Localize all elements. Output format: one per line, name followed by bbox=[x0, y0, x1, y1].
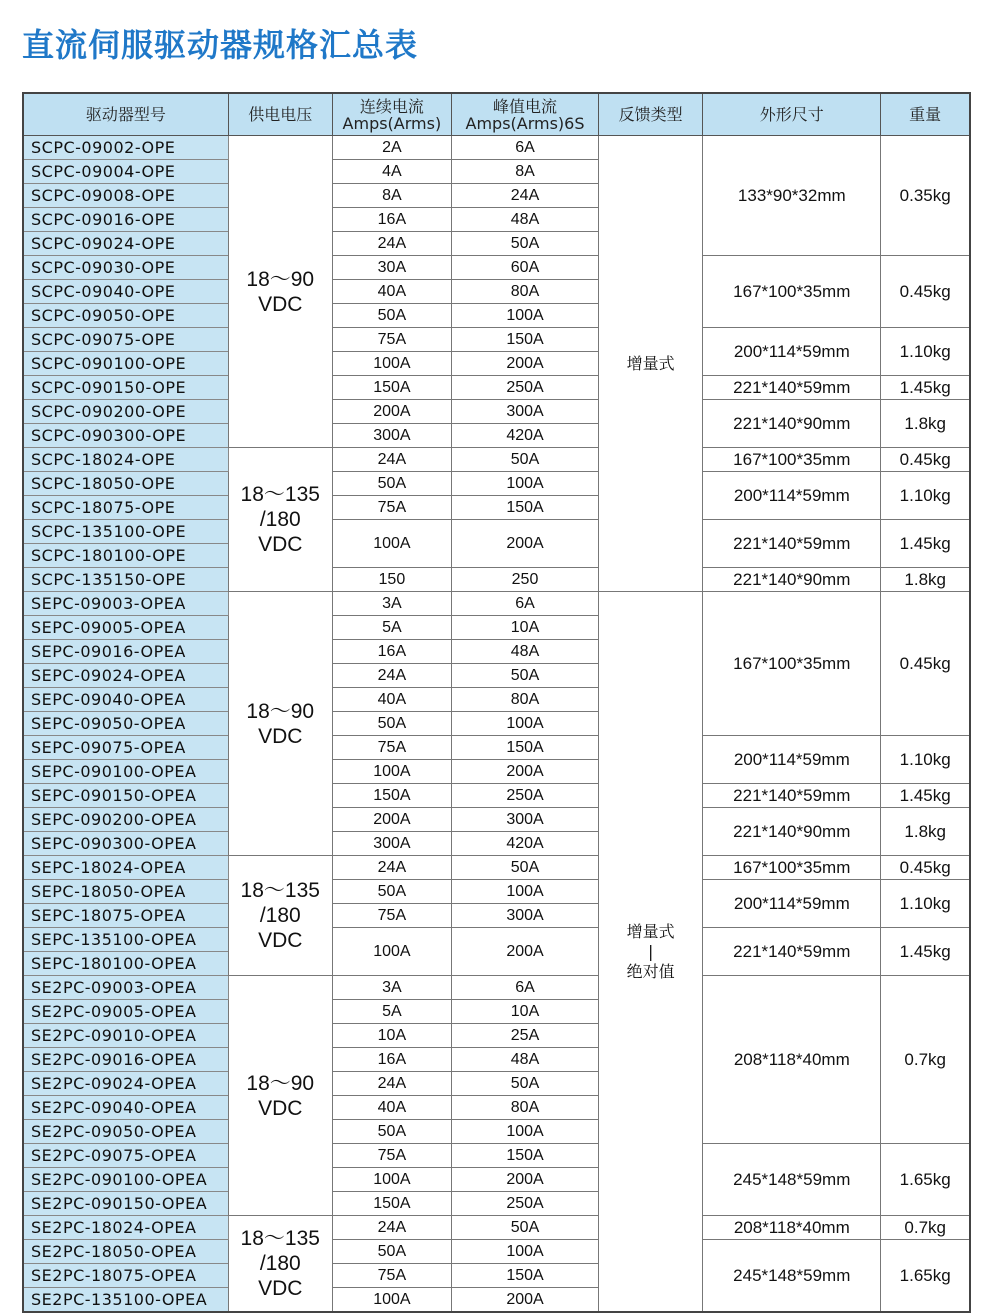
continuous-current-cell: 100A bbox=[332, 1168, 451, 1192]
peak-current-cell: 80A bbox=[451, 1096, 598, 1120]
continuous-current-cell: 50A bbox=[332, 1120, 451, 1144]
continuous-current-cell: 24A bbox=[332, 448, 451, 472]
model-cell: SE2PC-135100-OPEA bbox=[23, 1288, 228, 1313]
model-cell: SEPC-090200-OPEA bbox=[23, 808, 228, 832]
model-cell: SCPC-09016-OPE bbox=[23, 208, 228, 232]
peak-current-cell: 48A bbox=[451, 640, 598, 664]
table-row bbox=[23, 808, 970, 832]
header-peak-current bbox=[451, 93, 598, 136]
model-cell: SCPC-135150-OPE bbox=[23, 568, 228, 592]
model-cell: SE2PC-09005-OPEA bbox=[23, 1000, 228, 1024]
peak-current-cell: 250A bbox=[451, 784, 598, 808]
spec-body bbox=[23, 136, 970, 1313]
model-cell: SEPC-090100-OPEA bbox=[23, 760, 228, 784]
model-cell: SCPC-09030-OPE bbox=[23, 256, 228, 280]
continuous-current-cell: 4A bbox=[332, 160, 451, 184]
continuous-current-cell: 5A bbox=[332, 1000, 451, 1024]
continuous-current-cell: 50A bbox=[332, 472, 451, 496]
table-row bbox=[23, 520, 970, 544]
peak-current-cell: 250 bbox=[451, 568, 598, 592]
continuous-current-cell: 16A bbox=[332, 1048, 451, 1072]
weight-cell: 1.45kg bbox=[881, 520, 970, 568]
peak-current-cell: 420A bbox=[451, 424, 598, 448]
peak-current-cell: 100A bbox=[451, 304, 598, 328]
header-continuous-current bbox=[332, 93, 451, 136]
dims-cell: 221*140*90mm bbox=[703, 400, 881, 448]
continuous-current-cell: 100A bbox=[332, 520, 451, 568]
model-cell: SEPC-090150-OPEA bbox=[23, 784, 228, 808]
continuous-current-cell: 300A bbox=[332, 832, 451, 856]
weight-cell: 1.65kg bbox=[881, 1144, 970, 1216]
dims-cell: 221*140*90mm bbox=[703, 808, 881, 856]
dims-cell: 200*114*59mm bbox=[703, 880, 881, 928]
peak-current-cell: 50A bbox=[451, 1216, 598, 1240]
feedback-cell: 增量式 bbox=[599, 136, 703, 592]
model-cell: SEPC-135100-OPEA bbox=[23, 928, 228, 952]
model-cell: SEPC-18024-OPEA bbox=[23, 856, 228, 880]
dims-cell: 245*148*59mm bbox=[703, 1144, 881, 1216]
table-row bbox=[23, 736, 970, 760]
model-cell: SE2PC-18024-OPEA bbox=[23, 1216, 228, 1240]
header-peak-line1: 峰值电流 bbox=[493, 96, 558, 116]
weight-cell: 1.45kg bbox=[881, 376, 970, 400]
model-cell: SE2PC-09016-OPEA bbox=[23, 1048, 228, 1072]
model-cell: SE2PC-09010-OPEA bbox=[23, 1024, 228, 1048]
dims-cell: 200*114*59mm bbox=[703, 736, 881, 784]
model-cell: SCPC-180100-OPE bbox=[23, 544, 228, 568]
continuous-current-cell: 16A bbox=[332, 640, 451, 664]
peak-current-cell: 150A bbox=[451, 328, 598, 352]
peak-current-cell: 300A bbox=[451, 400, 598, 424]
voltage-cell: 18～135 /180 VDC bbox=[228, 448, 332, 592]
continuous-current-cell: 8A bbox=[332, 184, 451, 208]
model-cell: SCPC-09004-OPE bbox=[23, 160, 228, 184]
header-feedback: 反馈类型 bbox=[599, 93, 703, 136]
weight-cell: 1.10kg bbox=[881, 880, 970, 928]
peak-current-cell: 48A bbox=[451, 1048, 598, 1072]
table-row bbox=[23, 472, 970, 496]
model-cell: SEPC-09016-OPEA bbox=[23, 640, 228, 664]
continuous-current-cell: 24A bbox=[332, 856, 451, 880]
peak-current-cell: 150A bbox=[451, 1264, 598, 1288]
peak-current-cell: 100A bbox=[451, 880, 598, 904]
weight-cell: 0.45kg bbox=[881, 448, 970, 472]
peak-current-cell: 100A bbox=[451, 472, 598, 496]
peak-current-cell: 10A bbox=[451, 616, 598, 640]
model-cell: SE2PC-18050-OPEA bbox=[23, 1240, 228, 1264]
peak-current-cell: 50A bbox=[451, 664, 598, 688]
model-cell: SEPC-09040-OPEA bbox=[23, 688, 228, 712]
continuous-current-cell: 24A bbox=[332, 1216, 451, 1240]
peak-current-cell: 6A bbox=[451, 136, 598, 160]
weight-cell: 0.7kg bbox=[881, 976, 970, 1144]
header-dims: 外形尺寸 bbox=[703, 93, 881, 136]
model-cell: SEPC-09075-OPEA bbox=[23, 736, 228, 760]
header-voltage: 供电电压 bbox=[228, 93, 332, 136]
model-cell: SE2PC-09024-OPEA bbox=[23, 1072, 228, 1096]
model-cell: SE2PC-09040-OPEA bbox=[23, 1096, 228, 1120]
header-model: 驱动器型号 bbox=[23, 93, 228, 136]
continuous-current-cell: 100A bbox=[332, 352, 451, 376]
continuous-current-cell: 24A bbox=[332, 1072, 451, 1096]
spec-table bbox=[22, 92, 971, 1313]
dims-cell: 167*100*35mm bbox=[703, 592, 881, 736]
model-cell: SE2PC-09075-OPEA bbox=[23, 1144, 228, 1168]
header-row bbox=[23, 93, 970, 136]
table-row bbox=[23, 400, 970, 424]
peak-current-cell: 150A bbox=[451, 1144, 598, 1168]
continuous-current-cell: 24A bbox=[332, 664, 451, 688]
peak-current-cell: 300A bbox=[451, 808, 598, 832]
table-row bbox=[23, 1216, 970, 1240]
weight-cell: 0.45kg bbox=[881, 592, 970, 736]
dims-cell: 208*118*40mm bbox=[703, 976, 881, 1144]
weight-cell: 1.65kg bbox=[881, 1240, 970, 1313]
model-cell: SEPC-09050-OPEA bbox=[23, 712, 228, 736]
peak-current-cell: 8A bbox=[451, 160, 598, 184]
model-cell: SE2PC-09003-OPEA bbox=[23, 976, 228, 1000]
table-row bbox=[23, 928, 970, 952]
peak-current-cell: 80A bbox=[451, 280, 598, 304]
continuous-current-cell: 150A bbox=[332, 784, 451, 808]
model-cell: SEPC-09003-OPEA bbox=[23, 592, 228, 616]
table-row bbox=[23, 136, 970, 160]
peak-current-cell: 200A bbox=[451, 760, 598, 784]
model-cell: SCPC-09040-OPE bbox=[23, 280, 228, 304]
model-cell: SEPC-18075-OPEA bbox=[23, 904, 228, 928]
continuous-current-cell: 75A bbox=[332, 496, 451, 520]
peak-current-cell: 250A bbox=[451, 1192, 598, 1216]
model-cell: SCPC-135100-OPE bbox=[23, 520, 228, 544]
model-cell: SCPC-09050-OPE bbox=[23, 304, 228, 328]
table-row bbox=[23, 1240, 970, 1264]
peak-current-cell: 250A bbox=[451, 376, 598, 400]
feedback-cell: 增量式 | 绝对值 bbox=[599, 592, 703, 1313]
model-cell: SCPC-09008-OPE bbox=[23, 184, 228, 208]
model-cell: SCPC-090150-OPE bbox=[23, 376, 228, 400]
continuous-current-cell: 50A bbox=[332, 304, 451, 328]
weight-cell: 0.45kg bbox=[881, 856, 970, 880]
continuous-current-cell: 200A bbox=[332, 808, 451, 832]
weight-cell: 0.45kg bbox=[881, 256, 970, 328]
header-weight: 重量 bbox=[881, 93, 970, 136]
continuous-current-cell: 40A bbox=[332, 280, 451, 304]
weight-cell: 1.45kg bbox=[881, 784, 970, 808]
model-cell: SE2PC-18075-OPEA bbox=[23, 1264, 228, 1288]
peak-current-cell: 50A bbox=[451, 856, 598, 880]
model-cell: SE2PC-09050-OPEA bbox=[23, 1120, 228, 1144]
model-cell: SCPC-18075-OPE bbox=[23, 496, 228, 520]
table-row bbox=[23, 448, 970, 472]
table-row bbox=[23, 568, 970, 592]
dims-cell: 245*148*59mm bbox=[703, 1240, 881, 1313]
weight-cell: 1.10kg bbox=[881, 736, 970, 784]
peak-current-cell: 420A bbox=[451, 832, 598, 856]
model-cell: SCPC-09002-OPE bbox=[23, 136, 228, 160]
peak-current-cell: 50A bbox=[451, 448, 598, 472]
voltage-cell: 18～90 VDC bbox=[228, 976, 332, 1216]
continuous-current-cell: 10A bbox=[332, 1024, 451, 1048]
continuous-current-cell: 100A bbox=[332, 928, 451, 976]
continuous-current-cell: 300A bbox=[332, 424, 451, 448]
weight-cell: 1.8kg bbox=[881, 808, 970, 856]
dims-cell: 208*118*40mm bbox=[703, 1216, 881, 1240]
continuous-current-cell: 150A bbox=[332, 376, 451, 400]
continuous-current-cell: 3A bbox=[332, 976, 451, 1000]
model-cell: SEPC-180100-OPEA bbox=[23, 952, 228, 976]
table-row bbox=[23, 376, 970, 400]
voltage-cell: 18～135 /180 VDC bbox=[228, 1216, 332, 1313]
header-continuous-line2: Amps(Arms) bbox=[342, 113, 442, 133]
continuous-current-cell: 50A bbox=[332, 880, 451, 904]
model-cell: SEPC-090300-OPEA bbox=[23, 832, 228, 856]
dims-cell: 167*100*35mm bbox=[703, 856, 881, 880]
voltage-cell: 18～90 VDC bbox=[228, 592, 332, 856]
continuous-current-cell: 75A bbox=[332, 1144, 451, 1168]
peak-current-cell: 100A bbox=[451, 1240, 598, 1264]
dims-cell: 200*114*59mm bbox=[703, 472, 881, 520]
continuous-current-cell: 40A bbox=[332, 1096, 451, 1120]
model-cell: SCPC-09075-OPE bbox=[23, 328, 228, 352]
dims-cell: 221*140*59mm bbox=[703, 376, 881, 400]
weight-cell: 1.10kg bbox=[881, 472, 970, 520]
continuous-current-cell: 75A bbox=[332, 904, 451, 928]
continuous-current-cell: 24A bbox=[332, 232, 451, 256]
peak-current-cell: 150A bbox=[451, 496, 598, 520]
peak-current-cell: 60A bbox=[451, 256, 598, 280]
table-row bbox=[23, 592, 970, 616]
model-cell: SEPC-09024-OPEA bbox=[23, 664, 228, 688]
peak-current-cell: 200A bbox=[451, 352, 598, 376]
peak-current-cell: 200A bbox=[451, 928, 598, 976]
model-cell: SCPC-09024-OPE bbox=[23, 232, 228, 256]
dims-cell: 221*140*59mm bbox=[703, 784, 881, 808]
model-cell: SCPC-090300-OPE bbox=[23, 424, 228, 448]
dims-cell: 167*100*35mm bbox=[703, 256, 881, 328]
dims-cell: 133*90*32mm bbox=[703, 136, 881, 256]
continuous-current-cell: 200A bbox=[332, 400, 451, 424]
voltage-cell: 18～90 VDC bbox=[228, 136, 332, 448]
weight-cell: 0.35kg bbox=[881, 136, 970, 256]
page-title: 直流伺服驱动器规格汇总表 bbox=[22, 26, 419, 64]
continuous-current-cell: 100A bbox=[332, 1288, 451, 1313]
continuous-current-cell: 50A bbox=[332, 712, 451, 736]
continuous-current-cell: 150 bbox=[332, 568, 451, 592]
peak-current-cell: 200A bbox=[451, 1168, 598, 1192]
weight-cell: 1.10kg bbox=[881, 328, 970, 376]
peak-current-cell: 10A bbox=[451, 1000, 598, 1024]
peak-current-cell: 200A bbox=[451, 520, 598, 568]
model-cell: SEPC-18050-OPEA bbox=[23, 880, 228, 904]
model-cell: SCPC-18024-OPE bbox=[23, 448, 228, 472]
weight-cell: 1.45kg bbox=[881, 928, 970, 976]
model-cell: SCPC-18050-OPE bbox=[23, 472, 228, 496]
peak-current-cell: 50A bbox=[451, 232, 598, 256]
weight-cell: 0.7kg bbox=[881, 1216, 970, 1240]
table-row bbox=[23, 784, 970, 808]
peak-current-cell: 24A bbox=[451, 184, 598, 208]
continuous-current-cell: 75A bbox=[332, 328, 451, 352]
continuous-current-cell: 100A bbox=[332, 760, 451, 784]
weight-cell: 1.8kg bbox=[881, 400, 970, 448]
dims-cell: 221*140*90mm bbox=[703, 568, 881, 592]
table-row bbox=[23, 880, 970, 904]
peak-current-cell: 48A bbox=[451, 208, 598, 232]
model-cell: SCPC-090200-OPE bbox=[23, 400, 228, 424]
continuous-current-cell: 2A bbox=[332, 136, 451, 160]
peak-current-cell: 80A bbox=[451, 688, 598, 712]
continuous-current-cell: 75A bbox=[332, 736, 451, 760]
continuous-current-cell: 40A bbox=[332, 688, 451, 712]
table-row bbox=[23, 856, 970, 880]
peak-current-cell: 25A bbox=[451, 1024, 598, 1048]
peak-current-cell: 6A bbox=[451, 592, 598, 616]
table-row bbox=[23, 256, 970, 280]
header-continuous-line1: 连续电流 bbox=[359, 96, 424, 116]
dims-cell: 221*140*59mm bbox=[703, 928, 881, 976]
continuous-current-cell: 75A bbox=[332, 1264, 451, 1288]
weight-cell: 1.8kg bbox=[881, 568, 970, 592]
table-row bbox=[23, 976, 970, 1000]
model-cell: SEPC-09005-OPEA bbox=[23, 616, 228, 640]
continuous-current-cell: 5A bbox=[332, 616, 451, 640]
table-row bbox=[23, 1144, 970, 1168]
continuous-current-cell: 30A bbox=[332, 256, 451, 280]
peak-current-cell: 50A bbox=[451, 1072, 598, 1096]
peak-current-cell: 6A bbox=[451, 976, 598, 1000]
table-row bbox=[23, 328, 970, 352]
dims-cell: 200*114*59mm bbox=[703, 328, 881, 376]
model-cell: SE2PC-090150-OPEA bbox=[23, 1192, 228, 1216]
model-cell: SCPC-090100-OPE bbox=[23, 352, 228, 376]
header-peak-line2: Amps(Arms)6S bbox=[465, 113, 585, 133]
peak-current-cell: 300A bbox=[451, 904, 598, 928]
peak-current-cell: 200A bbox=[451, 1288, 598, 1313]
peak-current-cell: 100A bbox=[451, 712, 598, 736]
peak-current-cell: 150A bbox=[451, 736, 598, 760]
continuous-current-cell: 150A bbox=[332, 1192, 451, 1216]
continuous-current-cell: 50A bbox=[332, 1240, 451, 1264]
voltage-cell: 18～135 /180 VDC bbox=[228, 856, 332, 976]
dims-cell: 167*100*35mm bbox=[703, 448, 881, 472]
dims-cell: 221*140*59mm bbox=[703, 520, 881, 568]
continuous-current-cell: 16A bbox=[332, 208, 451, 232]
continuous-current-cell: 3A bbox=[332, 592, 451, 616]
peak-current-cell: 100A bbox=[451, 1120, 598, 1144]
model-cell: SE2PC-090100-OPEA bbox=[23, 1168, 228, 1192]
